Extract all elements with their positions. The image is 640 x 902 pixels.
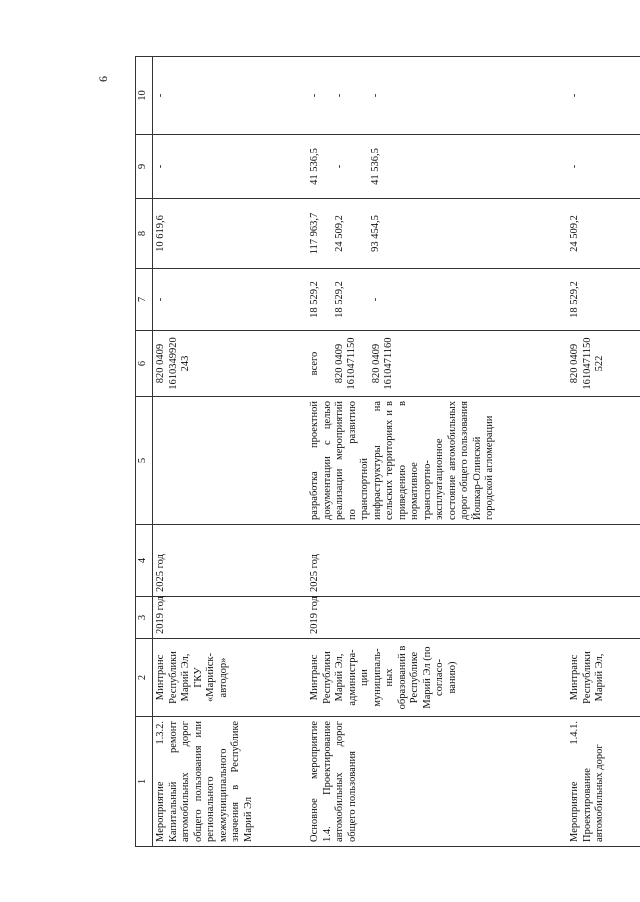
executor: Минтранс Республики Марий Эл, ГКУ «Марийск-автодор» <box>153 639 308 717</box>
activity-name: Мероприятие 1.4.1. Проектирование автомобильных дорог <box>567 717 640 847</box>
executor: Минтранс Республики Марий Эл, администра-ции муниципаль-ных образований в Республике Марий Эл (по согласо-ванию) <box>307 639 567 717</box>
amount-value: 18 529,2 <box>333 281 345 318</box>
header-cell: 3 <box>136 597 153 639</box>
amount-cell <box>153 57 308 135</box>
page-number: 6 <box>96 76 110 82</box>
amount-cell <box>153 199 308 269</box>
header-cell: 1 <box>136 717 153 847</box>
amount-value: 41 536,5 <box>309 148 320 185</box>
activity-name: Основное мероприятие 1.4. Проектирование автомобильных дорог общего пользования <box>307 717 567 847</box>
start-year: 2019 год <box>153 597 308 639</box>
expected-result <box>153 397 308 525</box>
amount-cell <box>567 269 640 331</box>
budget-code: 820 0409 <box>155 343 166 384</box>
header-row <box>136 57 153 847</box>
amount-value: - <box>333 93 345 98</box>
expected-result: разработка проектной документации с целью реализации мероприятий по развитию транспортной инфраструктуры на сельских территориях и в приведению в нормативное транспортно-эксплуатационное состояние автомобильных дорог общего пользования Йошкар-Олинской городской агломерации <box>307 397 567 525</box>
amount-cell <box>307 135 567 199</box>
amount-cell <box>307 57 567 135</box>
amount-value: 24 509,2 <box>569 215 580 252</box>
amount-value: 93 454,5 <box>370 215 381 252</box>
budget-code-cell <box>153 331 308 397</box>
budget-code: 1610471150 <box>581 337 593 390</box>
header-cell: 6 <box>136 331 153 397</box>
activity-name: Мероприятие 1.3.2. Капитальный ремонт автомобильных дорог общего пользования или регионального межмуниципального значения в Республике Марий Эл <box>153 717 308 847</box>
executor: Минтранс Республики Марий Эл, <box>567 639 640 717</box>
budget-code: 243 <box>180 355 191 372</box>
header-cell: 4 <box>136 525 153 597</box>
amount-value: 41 536,5 <box>370 148 381 185</box>
amount-cell <box>153 135 308 199</box>
amount-cell <box>153 269 308 331</box>
amount-value: - <box>569 164 580 169</box>
amount-value: - <box>370 93 381 98</box>
amount-value: - <box>309 93 320 98</box>
start-year <box>567 597 640 639</box>
amount-value: 24 509,2 <box>333 215 345 252</box>
program-table-sheet <box>135 57 640 847</box>
table-row <box>567 57 640 847</box>
amount-cell <box>567 199 640 269</box>
amount-cell <box>307 199 567 269</box>
budget-code: 1610471160 <box>383 337 394 390</box>
table-row <box>153 57 308 847</box>
amount-value: - <box>155 93 166 98</box>
amount-value: 18 529,2 <box>309 281 320 318</box>
amount-value: 117 963,7 <box>309 212 320 255</box>
amount-value: 18 529,2 <box>569 281 580 318</box>
budget-code: 820 0409 <box>569 343 580 384</box>
amount-value: - <box>370 297 381 302</box>
amount-value: - <box>155 297 166 302</box>
budget-code-cell <box>567 331 640 397</box>
end-year: 2025 год <box>153 525 308 597</box>
amount-value: - <box>333 164 345 169</box>
header-cell: 10 <box>136 57 153 135</box>
amount-value: 10 619,6 <box>155 215 166 252</box>
expected-result <box>567 397 640 525</box>
end-year: 2025 год <box>307 525 567 597</box>
budget-code: 820 0409 <box>333 343 345 384</box>
amount-cell <box>567 135 640 199</box>
end-year <box>567 525 640 597</box>
header-cell: 2 <box>136 639 153 717</box>
amount-value: - <box>569 93 580 98</box>
budget-code: всего <box>309 351 320 376</box>
amount-cell <box>567 57 640 135</box>
header-cell: 8 <box>136 199 153 269</box>
budget-code-cell <box>307 331 567 397</box>
budget-code: 1610471150 <box>346 337 357 390</box>
amount-cell <box>307 269 567 331</box>
header-cell: 7 <box>136 269 153 331</box>
header-cell: 9 <box>136 135 153 199</box>
budget-code: 1610349920 <box>167 337 179 390</box>
header-cell: 5 <box>136 397 153 525</box>
budget-code: 820 0409 <box>370 343 382 384</box>
table-row <box>307 57 567 847</box>
start-year: 2019 год <box>307 597 567 639</box>
amount-value: - <box>155 164 166 169</box>
program-table <box>135 56 640 847</box>
budget-code: 522 <box>594 355 605 372</box>
